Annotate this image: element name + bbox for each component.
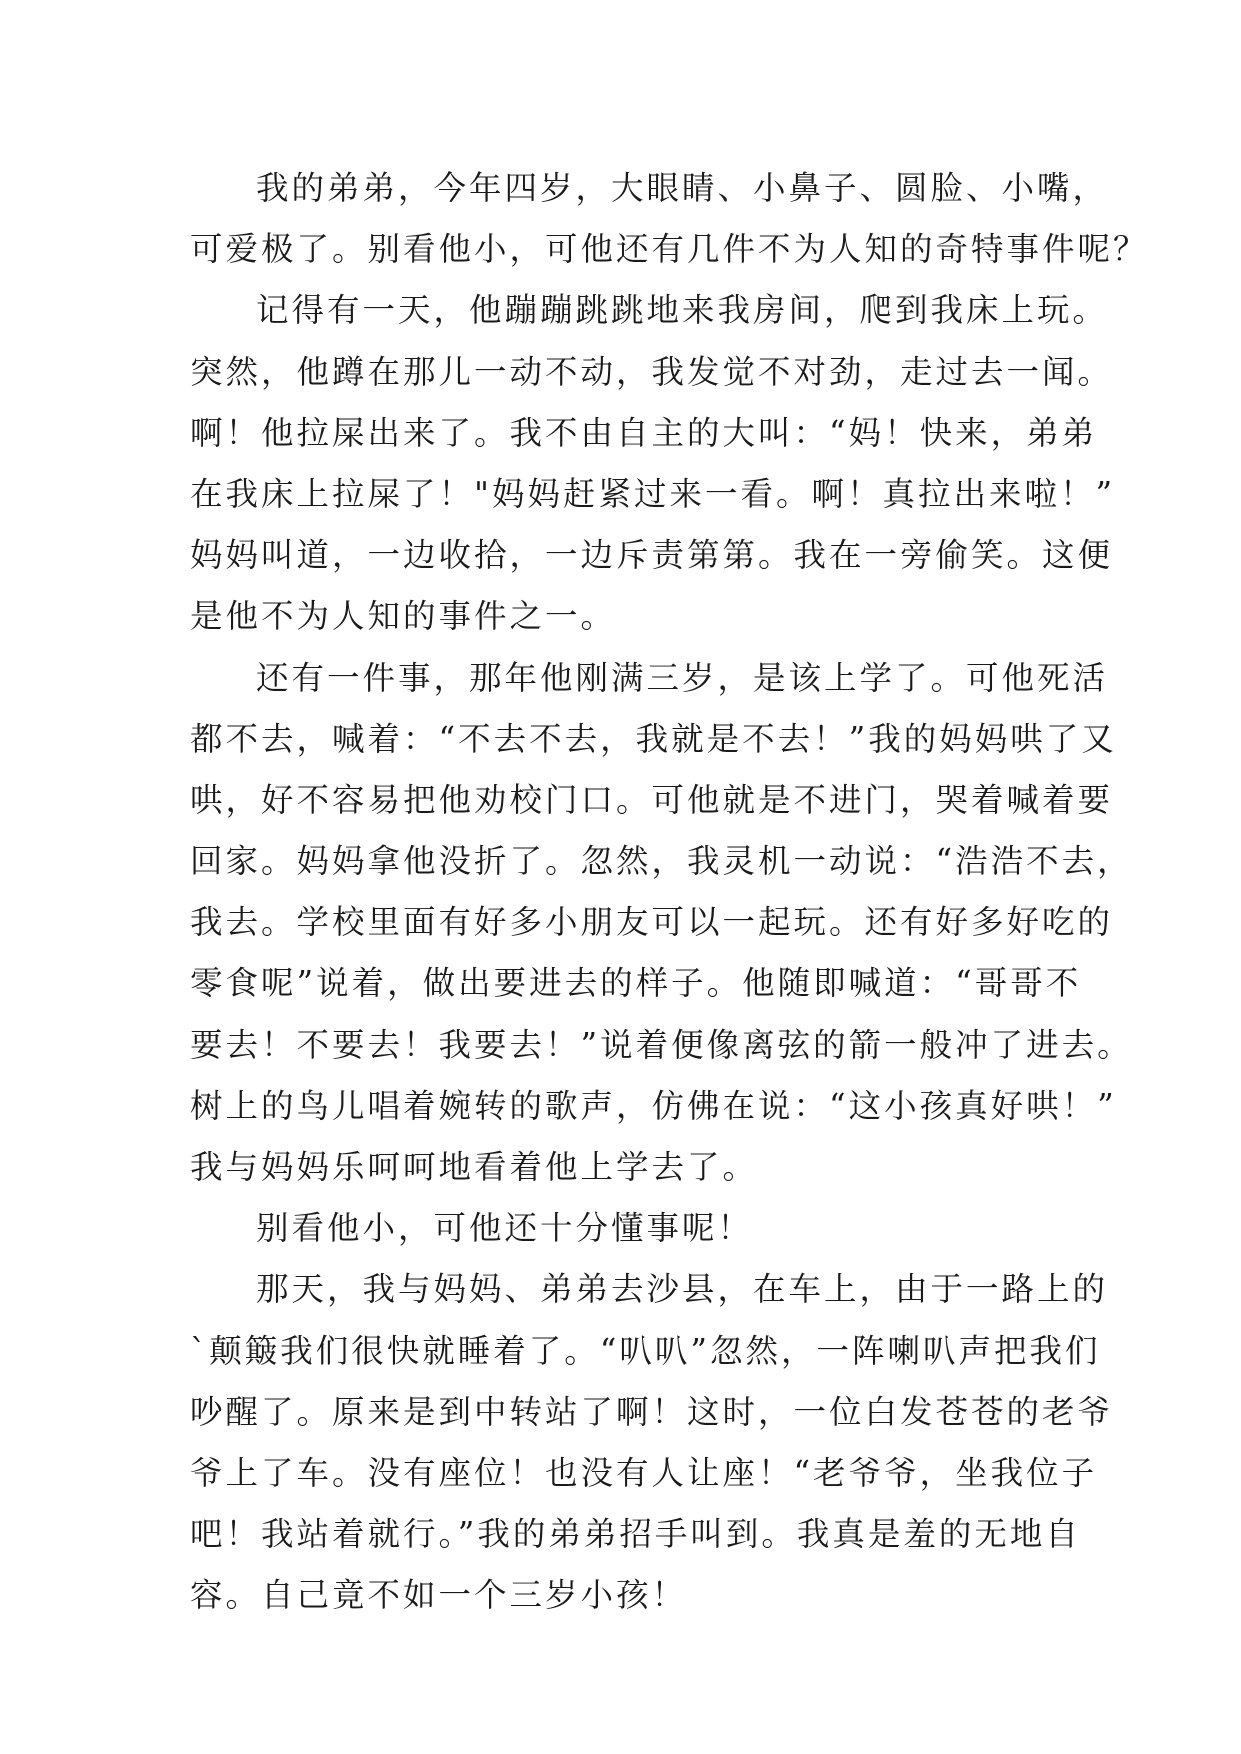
text-line: 还有一件事，那年他刚满三岁，是该上学了。可他死活 — [256, 658, 1109, 697]
text-line: 别看他小，可他还十分懂事呢！ — [256, 1209, 754, 1248]
document-body — [190, 158, 1149, 1627]
text-line: 啊！他拉屎出来了。我不由自主的大叫：“妈！快来，弟弟 — [190, 413, 1098, 452]
text-line: 吵醒了。原来是到中转站了啊！这时，一位白发苍苍的老爷 — [190, 1392, 1114, 1431]
text-line: 是他不为人知的事件之一。 — [190, 597, 617, 636]
text-line: 在我床上拉屎了！"妈妈赶紧过来一看。啊！真拉出来啦！” — [190, 474, 1116, 513]
text-line: `颠簸我们很快就睡着了。“叭叭”忽然，一阵喇叭声把我们 — [190, 1331, 1101, 1370]
text-line: 树上的鸟儿唱着婉转的歌声，仿佛在说：“这小孩真好哄！” — [190, 1086, 1117, 1125]
text-line: 哄，好不容易把他劝校门口。可他就是不进门，哭着喊着要 — [190, 780, 1114, 819]
text-line: 突然，他蹲在那儿一动不动，我发觉不对劲，走过去一闻。 — [190, 352, 1114, 391]
text-line: 那天，我与妈妈、弟弟去沙县，在车上，由于一路上的 — [256, 1270, 1109, 1309]
text-line: 妈妈叫道，一边收拾，一边斥责第第。我在一旁偷笑。这便 — [190, 536, 1114, 575]
text-line: 都不去，喊着：“不去不去，我就是不去！”我的妈妈哄了又 — [190, 719, 1117, 758]
text-line: 我去。学校里面有好多小朋友可以一起玩。还有好多好吃的 — [190, 903, 1114, 942]
text-line: 我与妈妈乐呵呵地看着他上学去了。 — [190, 1148, 759, 1186]
text-line: 零食呢”说着，做出要进去的样子。他随即喊道：“哥哥不 — [190, 964, 1082, 1003]
text-line: 回家。妈妈拿他没折了。忽然，我灵机一动说：“浩浩不去， — [190, 842, 1133, 881]
text-line: 记得有一天，他蹦蹦跳跳地来我房间，爬到我床上玩。 — [256, 291, 1109, 330]
text-line: 爷上了车。没有座位！也没有人让座！“老爷爷，坐我位子 — [190, 1453, 1098, 1492]
text-line: 吧！我站着就行。”我的弟弟招手叫到。我真是羞的无地自 — [190, 1515, 1081, 1554]
text-line: 我的弟弟，今年四岁，大眼睛、小鼻子、圆脸、小嘴， — [256, 169, 1109, 207]
text-line: 可爱极了。别看他小，可他还有几件不为人知的奇特事件呢？ — [190, 230, 1149, 269]
text-line: 要去！不要去！我要去！”说着便像离弦的箭一般冲了进去。 — [190, 1025, 1133, 1064]
text-line: 容。自己竟不如一个三岁小孩！ — [190, 1576, 688, 1615]
